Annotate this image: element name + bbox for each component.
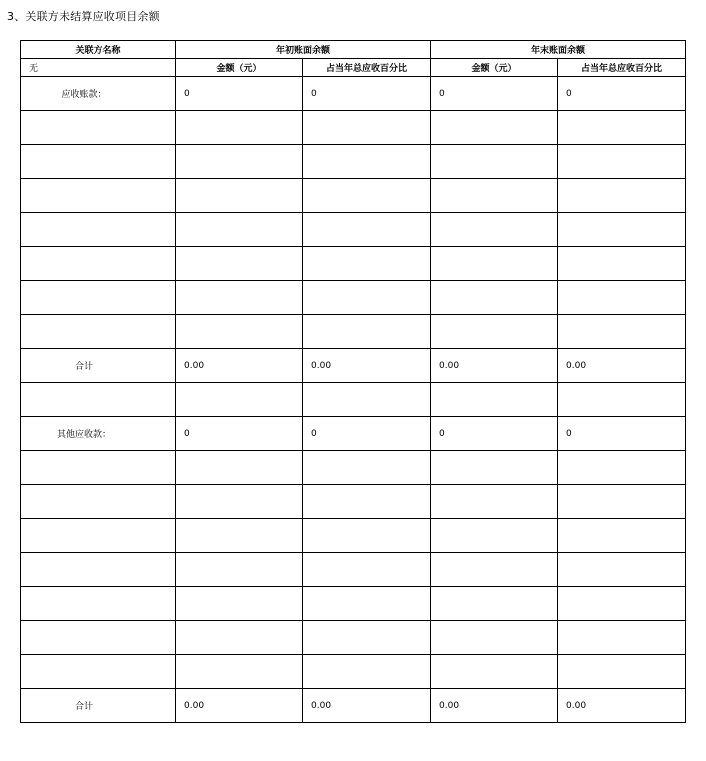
row-label — [21, 383, 176, 417]
cell-end-percent — [558, 213, 686, 247]
row-label — [21, 553, 176, 587]
cell-begin-percent — [303, 111, 431, 145]
cell-begin-amount — [176, 179, 303, 213]
cell-begin-percent — [303, 655, 431, 689]
cell-end-amount: 0.00 — [431, 689, 558, 723]
cell-end-percent: 0.00 — [558, 349, 686, 383]
row-label — [21, 485, 176, 519]
table-row — [21, 349, 686, 383]
table-row — [21, 689, 686, 723]
cell-begin-amount — [176, 553, 303, 587]
cell-begin-amount — [176, 519, 303, 553]
cell-end-percent — [558, 383, 686, 417]
table-row — [21, 247, 686, 281]
sub-header-end-amount: 金额（元） — [431, 59, 558, 77]
cell-end-amount — [431, 145, 558, 179]
row-label — [21, 587, 176, 621]
cell-end-percent — [558, 179, 686, 213]
cell-end-amount — [431, 179, 558, 213]
cell-begin-amount: 0 — [176, 77, 303, 111]
col-header-end-balance: 年末账面余额 — [431, 41, 686, 59]
cell-begin-percent: 0.00 — [303, 349, 431, 383]
table-row — [21, 485, 686, 519]
cell-end-amount — [431, 383, 558, 417]
cell-begin-amount — [176, 383, 303, 417]
row-label — [21, 451, 176, 485]
row-label — [21, 145, 176, 179]
row-label — [21, 213, 176, 247]
cell-end-amount: 0 — [431, 77, 558, 111]
cell-begin-amount — [176, 247, 303, 281]
table-row — [21, 77, 686, 111]
cell-end-percent — [558, 315, 686, 349]
cell-end-amount — [431, 213, 558, 247]
cell-end-percent: 0.00 — [558, 689, 686, 723]
cell-end-percent — [558, 111, 686, 145]
cell-begin-percent — [303, 621, 431, 655]
cell-begin-amount: 0.00 — [176, 689, 303, 723]
cell-begin-amount — [176, 655, 303, 689]
table-row — [21, 553, 686, 587]
cell-end-amount: 0.00 — [431, 349, 558, 383]
row-label — [21, 111, 176, 145]
sub-header-begin-percent: 占当年总应收百分比 — [303, 59, 431, 77]
cell-begin-amount — [176, 485, 303, 519]
cell-begin-percent — [303, 179, 431, 213]
table-row — [21, 621, 686, 655]
cell-end-percent — [558, 621, 686, 655]
cell-begin-percent — [303, 553, 431, 587]
row-label: 应收账款： — [21, 77, 176, 111]
cell-end-percent — [558, 247, 686, 281]
cell-end-percent — [558, 553, 686, 587]
table-row — [21, 315, 686, 349]
row-label: 其他应收款： — [21, 417, 176, 451]
cell-begin-amount: 0 — [176, 417, 303, 451]
cell-end-percent — [558, 451, 686, 485]
cell-begin-percent: 0 — [303, 77, 431, 111]
cell-begin-percent — [303, 451, 431, 485]
cell-end-percent — [558, 281, 686, 315]
row-label: 合计 — [21, 349, 176, 383]
section-heading: 3、关联方未结算应收项目余额 — [7, 10, 160, 23]
table-row — [21, 383, 686, 417]
cell-end-amount — [431, 587, 558, 621]
sub-header-begin-amount: 金额（元） — [176, 59, 303, 77]
row-label — [21, 621, 176, 655]
table-row — [21, 451, 686, 485]
sub-header-end-percent: 占当年总应收百分比 — [558, 59, 686, 77]
row-label — [21, 247, 176, 281]
cell-begin-percent — [303, 145, 431, 179]
cell-end-percent — [558, 145, 686, 179]
cell-begin-percent — [303, 247, 431, 281]
row-label — [21, 315, 176, 349]
cell-end-amount: 0 — [431, 417, 558, 451]
table-row — [21, 213, 686, 247]
cell-end-percent — [558, 655, 686, 689]
cell-begin-amount — [176, 281, 303, 315]
name-value-none: 无 — [21, 59, 176, 77]
cell-begin-percent: 0 — [303, 417, 431, 451]
cell-begin-percent — [303, 281, 431, 315]
cell-begin-percent — [303, 485, 431, 519]
row-label: 合计 — [21, 689, 176, 723]
cell-end-amount — [431, 553, 558, 587]
cell-end-amount — [431, 621, 558, 655]
table-row — [21, 655, 686, 689]
table-row — [21, 111, 686, 145]
cell-begin-percent — [303, 383, 431, 417]
cell-end-amount — [431, 281, 558, 315]
table-row — [21, 519, 686, 553]
cell-begin-amount — [176, 451, 303, 485]
cell-begin-percent: 0.00 — [303, 689, 431, 723]
cell-begin-percent — [303, 315, 431, 349]
cell-end-amount — [431, 111, 558, 145]
cell-begin-amount — [176, 621, 303, 655]
row-label — [21, 179, 176, 213]
header-row-1 — [21, 41, 686, 59]
cell-begin-amount — [176, 111, 303, 145]
cell-end-amount — [431, 655, 558, 689]
cell-end-amount — [431, 315, 558, 349]
row-label — [21, 519, 176, 553]
row-label — [21, 281, 176, 315]
receivables-table — [20, 40, 686, 723]
cell-begin-amount — [176, 213, 303, 247]
cell-end-amount — [431, 485, 558, 519]
col-header-name: 关联方名称 — [21, 41, 176, 59]
cell-end-percent — [558, 519, 686, 553]
cell-end-percent — [558, 485, 686, 519]
cell-end-amount — [431, 451, 558, 485]
cell-end-amount — [431, 247, 558, 281]
cell-begin-amount — [176, 145, 303, 179]
table-row — [21, 145, 686, 179]
table-row — [21, 179, 686, 213]
cell-end-percent: 0 — [558, 417, 686, 451]
cell-begin-amount — [176, 587, 303, 621]
cell-begin-percent — [303, 519, 431, 553]
header-row-2 — [21, 59, 686, 77]
table-row — [21, 587, 686, 621]
table-row — [21, 417, 686, 451]
cell-begin-percent — [303, 213, 431, 247]
col-header-begin-balance: 年初账面余额 — [176, 41, 431, 59]
cell-end-amount — [431, 519, 558, 553]
cell-begin-percent — [303, 587, 431, 621]
cell-end-percent: 0 — [558, 77, 686, 111]
table-row — [21, 281, 686, 315]
cell-begin-amount — [176, 315, 303, 349]
row-label — [21, 655, 176, 689]
cell-begin-amount: 0.00 — [176, 349, 303, 383]
cell-end-percent — [558, 587, 686, 621]
